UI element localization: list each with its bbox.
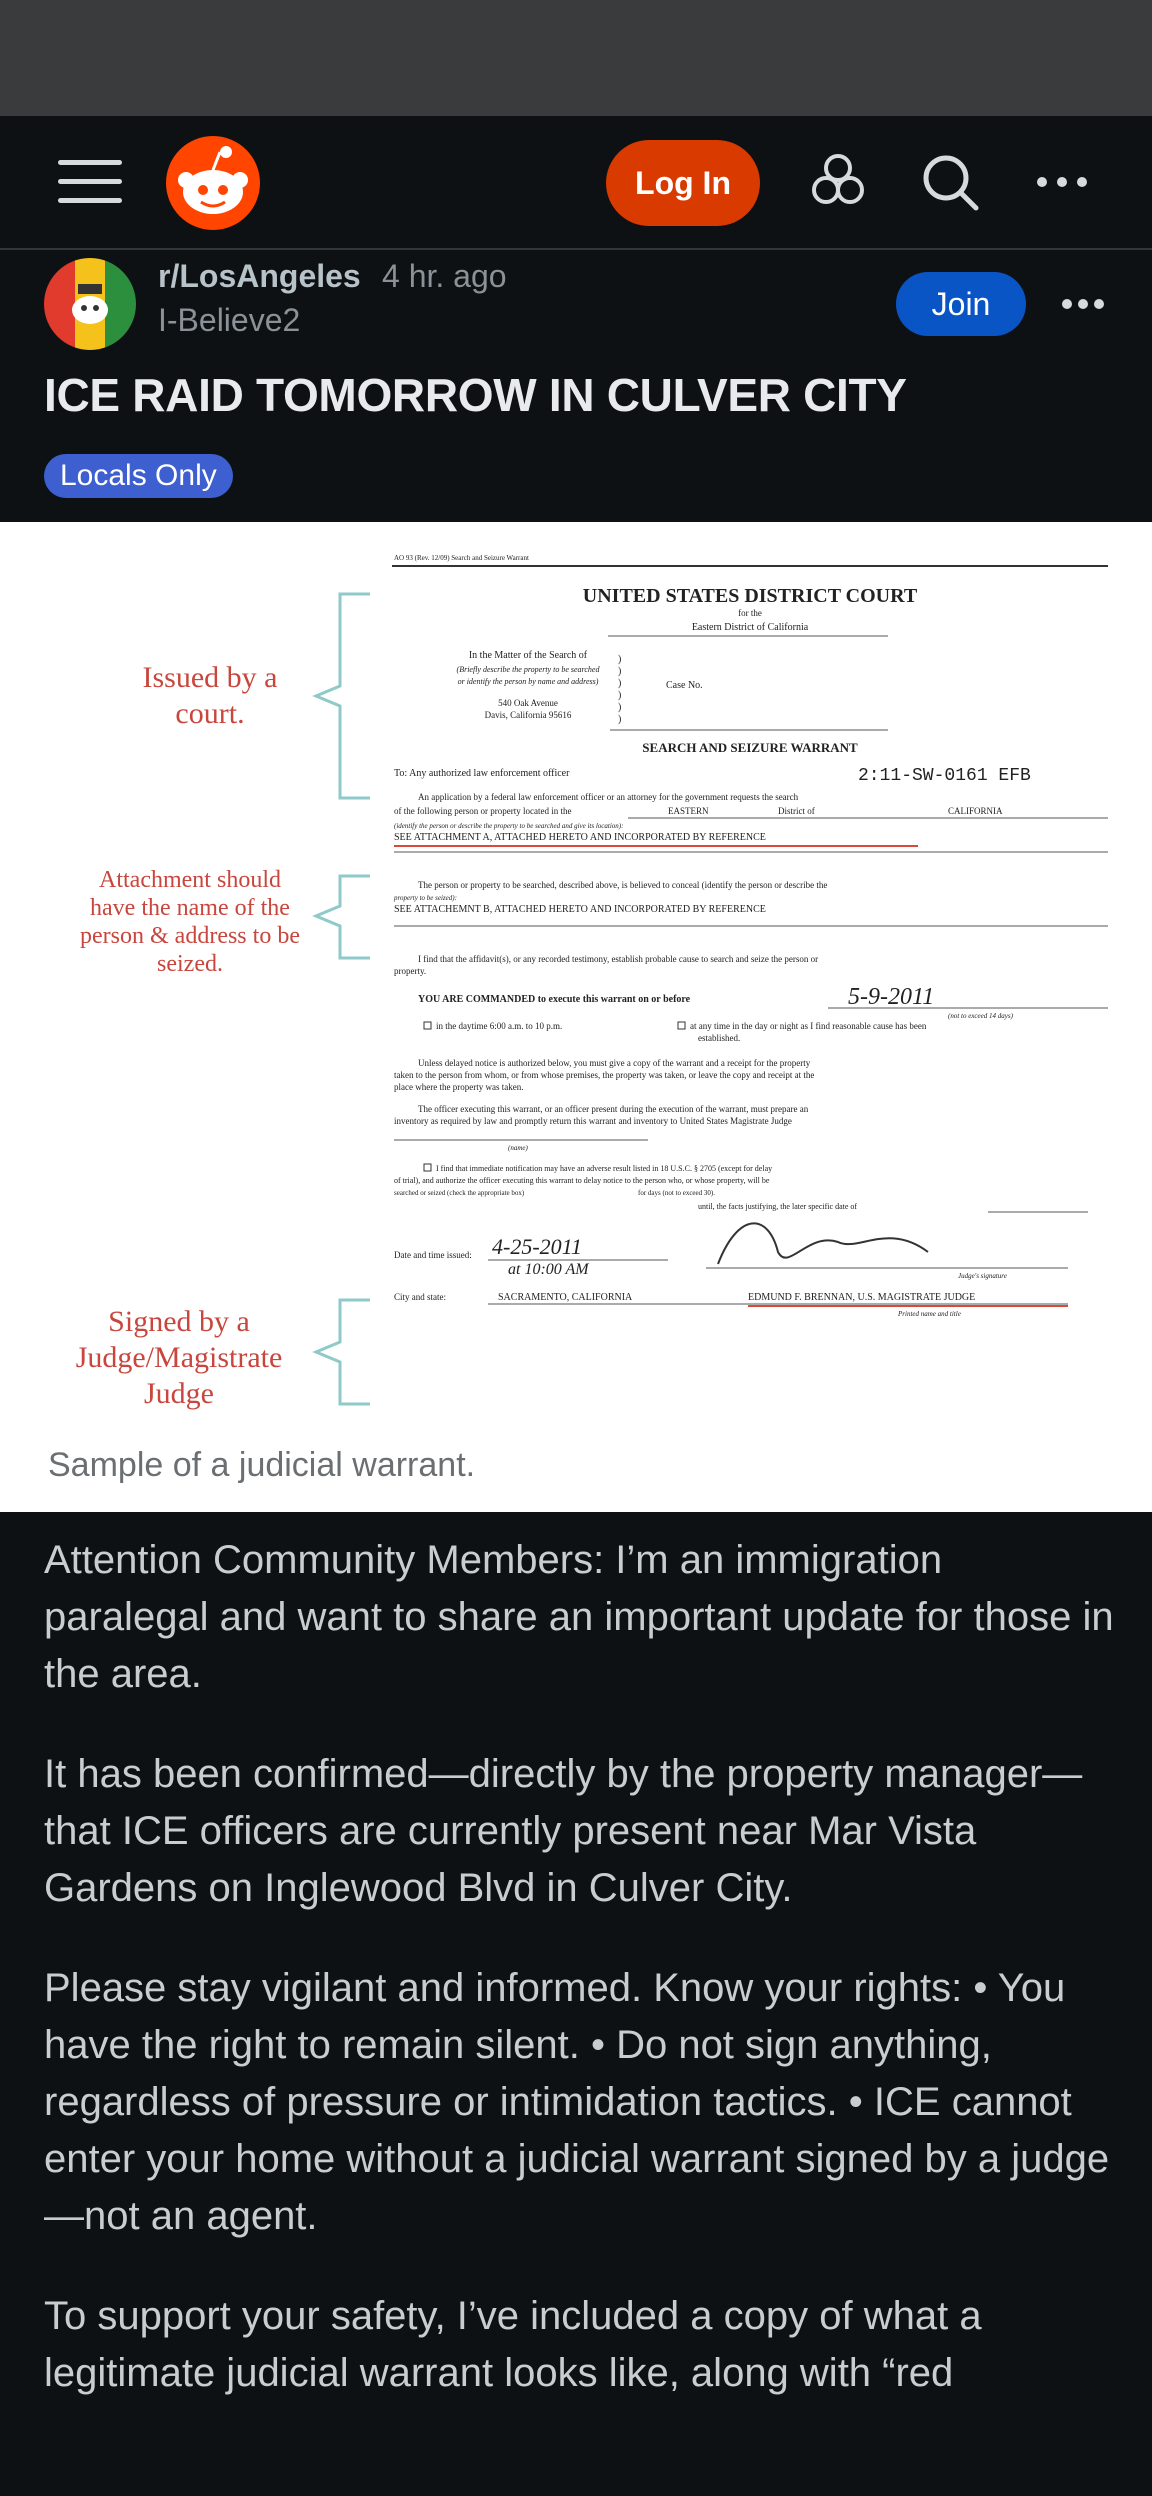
join-button[interactable]: Join <box>896 272 1026 336</box>
author-name[interactable]: I-Believe2 <box>158 302 301 338</box>
subreddit-name[interactable]: r/LosAngeles <box>158 258 361 294</box>
menu-icon[interactable] <box>58 160 122 208</box>
svg-text:The person or property to be s: The person or property to be searched, described above, is believed to conceal (identify the person or describe the <box>418 880 828 890</box>
svg-text:at any time in the day or nigh: at any time in the day or night as I find reasonable cause has been <box>690 1021 927 1031</box>
post-header <box>0 250 1152 522</box>
svg-text:Eastern District of California: Eastern District of California <box>691 622 809 633</box>
callout-court: Issued by a court. <box>142 661 278 730</box>
svg-text:EASTERN: EASTERN <box>668 806 709 816</box>
svg-text:540 Oak Avenue: 540 Oak Avenue <box>498 698 558 708</box>
svg-text:taken to the person from whom,: taken to the person from whom, or from whose premises, the property was taken, or leave the copy and receipt at the <box>394 1070 815 1080</box>
svg-text:The officer executing this war: The officer executing this warrant, or an officer present during the execution of the warrant, must prepare an <box>418 1104 809 1114</box>
svg-text:4-25-2011: 4-25-2011 <box>492 1234 583 1259</box>
svg-text:(identify the person or descri: (identify the person or describe the property to be searched and give its location): <box>394 822 624 830</box>
svg-text:In the Matter of the Search of: In the Matter of the Search of <box>468 650 588 661</box>
svg-text:City and state:: City and state: <box>394 1292 446 1302</box>
svg-text:Printed name and title: Printed name and title <box>898 1310 961 1318</box>
log-in-button[interactable]: Log In <box>606 140 760 226</box>
svg-text:I find that immediate notifica: I find that immediate notification may have an adverse result listed in 18 U.S.C. § 2705 (except for delay <box>436 1164 773 1173</box>
svg-text:Davis, California 95616: Davis, California 95616 <box>484 710 572 720</box>
svg-text:SEARCH AND SEIZURE WARRANT: SEARCH AND SEIZURE WARRANT <box>642 740 858 755</box>
more-icon[interactable] <box>1026 146 1098 218</box>
svg-text:): ) <box>618 702 622 713</box>
svg-text:(not to exceed 14 days): (not to exceed 14 days) <box>948 1012 1013 1020</box>
svg-text:To: Any authorized law enfor: To: Any authorized law enforcement officer <box>394 768 570 779</box>
svg-text:SEE ATTACHMENT A, ATTACHED HER: SEE ATTACHMENT A, ATTACHED HERETO AND INCORPORATED BY REFERENCE <box>394 832 766 843</box>
callout-attachment: Attachment should have the name of the person & address to be seized. <box>80 867 300 977</box>
svg-text:established.: established. <box>698 1033 741 1043</box>
image-caption: Sample of a judicial warrant. <box>48 1446 476 1484</box>
svg-text:inventory as required by law a: inventory as required by law and promptly return this warrant and inventory to United States Magistrate Judge <box>394 1116 792 1126</box>
warrant-document <box>388 552 1112 1418</box>
bottom-bar <box>0 2428 1152 2496</box>
svg-text:UNITED STATES DISTRICT COURT: UNITED STATES DISTRICT COURT <box>582 585 918 607</box>
top-navigation <box>0 116 1152 250</box>
svg-text:(Briefly describe the property: (Briefly describe the property to be searched <box>456 665 600 674</box>
svg-text:for the: for the <box>738 608 762 618</box>
svg-text:): ) <box>618 666 622 677</box>
svg-text:): ) <box>618 654 622 665</box>
post-paragraph-2: It has been confirmed—directly by the property manager—that ICE officers are currently present near Mar Vista Gardens on Inglewood Blvd in Culver City. <box>44 1752 1083 1910</box>
svg-text:CALIFORNIA: CALIFORNIA <box>948 806 1003 816</box>
post-paragraph-3: Please stay vigilant and informed. Know your rights: • You have the right to remain silent. • Do not sign anything, regardless of pressure or intimidation tactics. • ICE cannot enter your home without a judicial warrant signed by a judge—not an agent. <box>44 1966 1110 2238</box>
svg-text:property.: property. <box>394 966 427 976</box>
svg-text:District of: District of <box>778 806 815 816</box>
svg-text:EDMUND F. BRENNAN, U.S. MAGIST: EDMUND F. BRENNAN, U.S. MAGISTRATE JUDGE <box>748 1292 976 1303</box>
reddit-logo[interactable] <box>166 136 260 230</box>
svg-text:(name): (name) <box>508 1144 528 1152</box>
post-image[interactable] <box>0 522 1152 1512</box>
search-icon[interactable] <box>914 146 986 218</box>
svg-text:5-9-2011: 5-9-2011 <box>848 984 935 1010</box>
svg-text:for days (not to exce: for days (not to exceed 30). <box>638 1189 715 1197</box>
svg-text:An application by a federal la: An application by a federal law enforcement officer or an attorney for the government requests the search <box>418 792 799 802</box>
callout-signature: Signed by a Judge/Magistrate Judge <box>75 1305 283 1410</box>
svg-text:): ) <box>618 690 622 701</box>
svg-text:of the following person or pro: of the following person or property located in the <box>394 806 572 816</box>
svg-text:at 10:00 AM: at 10:00 AM <box>508 1261 589 1278</box>
post-time: 4 hr. ago <box>382 258 507 294</box>
chat-icon[interactable] <box>802 146 874 218</box>
post-paragraph-1: Attention Community Members: I’m an immigration paralegal and want to share an important update for those in the area. <box>44 1538 1114 1696</box>
svg-text:Unless delayed notice is autho: Unless delayed notice is authorized below, you must give a copy of the warrant and a receipt for the property <box>418 1058 811 1068</box>
svg-text:AO 93 (Rev. 12/09) Search and: AO 93 (Rev. 12/09) Search and Seizure Warrant <box>394 554 529 562</box>
svg-text:in the daytime 6:00 a.m. to 10: in the daytime 6:00 a.m. to 10 p.m. <box>436 1021 563 1031</box>
svg-text:Judge's signature: Judge's signature <box>958 1272 1007 1280</box>
svg-text:2:11-SW-0161 EFB: 2:11-SW-0161 EFB <box>858 766 1031 786</box>
svg-text:): ) <box>618 714 622 725</box>
post-paragraph-4: To support your safety, I’ve included a copy of what a legitimate judicial warrant looks like, along with “red <box>44 2294 982 2395</box>
post-flair[interactable]: Locals Only <box>44 454 233 498</box>
svg-text:searched or seized (check the: searched or seized (check the appropriate box) <box>394 1189 525 1197</box>
svg-text:of trial), and authorize the o: of trial), and authorize the officer executing this warrant to delay notice to the person who, or whose property, will be <box>394 1176 770 1185</box>
svg-text:until, the facts justifying, t: until, the facts justifying, the later specific date of <box>698 1202 858 1211</box>
svg-text:property to be seized):: property to be seized): <box>394 894 457 902</box>
callout-brackets <box>290 586 400 1446</box>
svg-text:SACRAMENTO, CALIFORNIA: SACRAMENTO, CALIFORNIA <box>498 1292 633 1303</box>
svg-text:YOU ARE COMMANDED to execute t: YOU ARE COMMANDED to execute this warrant on or before <box>418 994 691 1005</box>
subreddit-avatar[interactable] <box>44 258 136 350</box>
svg-text:): ) <box>618 678 622 689</box>
svg-text:or identify the person by name: or identify the person by name and address) <box>457 677 599 686</box>
post-title: ICE RAID TOMORROW IN CULVER CITY <box>44 369 907 421</box>
post-options-icon[interactable] <box>1060 284 1106 324</box>
svg-text:SEE ATTACHEMNT B, ATTACHED HER: SEE ATTACHEMNT B, ATTACHED HERETO AND INCORPORATED BY REFERENCE <box>394 904 766 915</box>
svg-text:Date and time issued:: Date and time issued: <box>394 1250 472 1260</box>
svg-text:I find that the affidavit(s),: I find that the affidavit(s), or any recorded testimony, establish probable cause to search and seize the person or <box>418 954 819 964</box>
status-bar <box>0 0 1152 116</box>
svg-text:Case No.: Case No. <box>666 680 703 691</box>
svg-text:place where the property was t: place where the property was taken. <box>394 1082 524 1092</box>
